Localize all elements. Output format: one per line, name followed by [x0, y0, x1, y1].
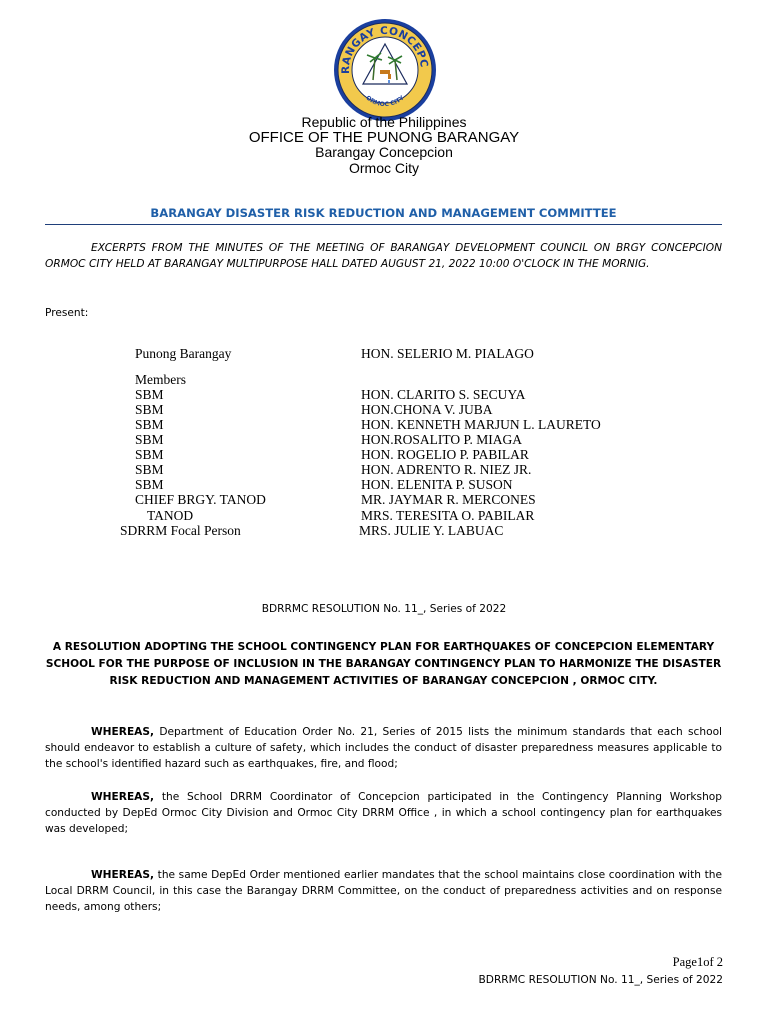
member-role: CHIEF BRGY. TANOD [135, 492, 266, 507]
member-name: HON. ELENITA P. SUSON [361, 477, 513, 492]
seal-top-text: RANGAY CONCEPC [339, 24, 431, 74]
member-role: SBM [135, 447, 164, 462]
title-underline [45, 224, 722, 225]
member-role: SBM [135, 477, 164, 492]
member-role: SBM [135, 387, 164, 402]
member-role: SBM [135, 402, 164, 417]
barangay-seal-logo [333, 18, 437, 122]
member-name: MR. JAYMAR R. MERCONES [361, 492, 536, 507]
header-barangay: Barangay Concepcion [315, 144, 453, 160]
seal-graphic [333, 18, 437, 122]
members-label: Members [135, 372, 186, 387]
member-name: HON. KENNETH MARJUN L. LAURETO [361, 417, 601, 432]
member-name: HON.ROSALITO P. MIAGA [361, 432, 523, 447]
member-name: HON. CLARITO S. SECUYA [361, 387, 526, 402]
resolution-title: A RESOLUTION ADOPTING THE SCHOOL CONTINGENCY PLAN FOR EARTHQUAKES OF CONCEPCION ELEMENTARY SCHOOL FOR THE PURPOSE OF INCLUSION IN THE BARANGAY CONTINGENCY PLAN TO HARMONIZE THE DISASTER RISK REDUCTION AND MANAGEMENT ACTIVITIES OF BARANGAY CONCEPCION , ORMOC CITY. [45, 641, 722, 687]
member-name: HON. ROGELIO P. PABILAR [361, 447, 529, 462]
member-name: MRS. JULIE Y. LABUAC [359, 523, 504, 538]
footer-resolution-number: BDRRMC RESOLUTION No. 11_, Series of 2022 [478, 974, 723, 986]
member-role: TANOD [147, 508, 194, 523]
seal-bottom-text: ORMOC CITY [364, 94, 406, 109]
whereas-label: WHEREAS, [91, 791, 155, 803]
member-role: SBM [135, 432, 164, 447]
member-name: HON.CHONA V. JUBA [361, 402, 493, 417]
whereas-text: the School DRRM Coordinator of Concepcion participated in the Contingency Planning Workshop conducted by DepEd Ormoc City Division and Ormoc City DRRM Office , in which a school contingency plan for earthquakes was developed; [45, 791, 722, 835]
whereas-text: Department of Education Order No. 21, Series of 2015 lists the minimum standards that each school should endeavor to establish a culture of safety, which includes the conduct of disaster preparedness measures applicable to the school's identified hazard such as earthquakes, fire, and flood; [45, 726, 722, 770]
member-role: SBM [135, 462, 164, 477]
page-number: Page1of 2 [672, 955, 723, 969]
resolution-number: BDRRMC RESOLUTION No. 11_, Series of 2022 [261, 603, 507, 615]
punong-name: HON. SELERIO M. PIALAGO [361, 346, 534, 361]
whereas-paragraph-1 [45, 724, 722, 772]
whereas-paragraph-3 [45, 867, 722, 915]
punong-role: Punong Barangay [135, 346, 232, 361]
whereas-text: the same DepEd Order mentioned earlier mandates that the school maintains close coordination with the Local DRRM Council, in this case the Barangay DRRM Committee, on the conduct of preparedness activities and on response needs, among others; [45, 869, 722, 913]
member-role: SDRRM Focal Person [120, 523, 241, 538]
whereas-paragraph-2 [45, 789, 722, 837]
header-office: OFFICE OF THE PUNONG BARANGAY [248, 129, 520, 146]
member-role: SBM [135, 417, 164, 432]
whereas-label: WHEREAS, [91, 869, 155, 881]
excerpt-paragraph [45, 240, 722, 272]
header-city: Ormoc City [349, 160, 419, 176]
whereas-label: WHEREAS, [91, 726, 155, 738]
committee-title: BARANGAY DISASTER RISK REDUCTION AND MANAGEMENT COMMITTEE [150, 206, 617, 220]
member-name: HON. ADRENTO R. NIEZ JR. [361, 462, 532, 477]
present-label: Present: [45, 307, 89, 319]
excerpt-text: EXCERPTS FROM THE MINUTES OF THE MEETING OF BARANGAY DEVELOPMENT COUNCIL ON BRGY CONCEPCION ORMOC CITY HELD AT BARANGAY MULTIPURPOSE HALL DATED AUGUST 21, 2022 10:00 O'CLOCK IN THE MORNIG. [45, 242, 722, 270]
header-republic: Republic of the Philippines [301, 114, 467, 130]
member-name: MRS. TERESITA O. PABILAR [361, 508, 535, 523]
